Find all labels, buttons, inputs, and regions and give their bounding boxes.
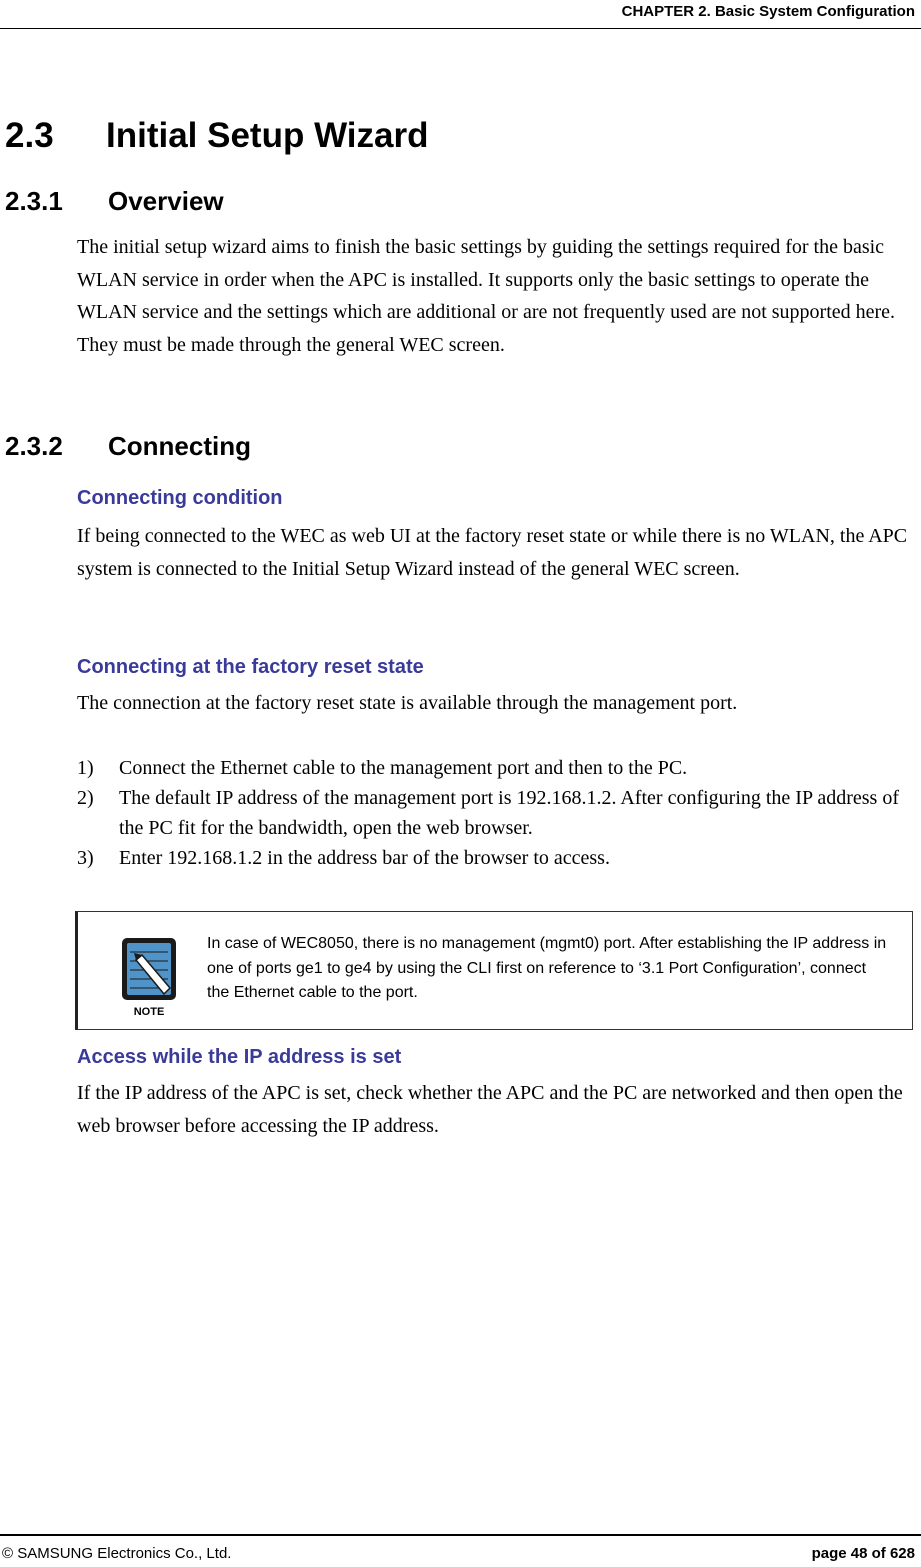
copyright: © SAMSUNG Electronics Co., Ltd. [2, 1545, 232, 1562]
ip-set-heading: Access while the IP address is set [77, 1046, 402, 1068]
step-marker: 3) [77, 847, 94, 869]
note-box [75, 911, 913, 1030]
step-marker: 2) [77, 787, 94, 809]
step-text: The default IP address of the management port is 192.168.1.2. After configuring the IP address of the PC fit for the bandwidth, open the web browser. [119, 787, 899, 839]
step-marker: 1) [77, 757, 94, 779]
chapter-title: CHAPTER 2. Basic System Configuration [621, 3, 915, 20]
condition-heading: Connecting condition [77, 487, 283, 509]
ip-set-paragraph: If the IP address of the APC is set, check whether the APC and the PC are networked and then open the web browser before accessing the IP address. [77, 1082, 903, 1137]
list-item [77, 843, 917, 873]
page-header [0, 0, 921, 29]
steps-list [77, 753, 917, 873]
list-item [77, 753, 917, 783]
step-text: Enter 192.168.1.2 in the address bar of the browser to access. [119, 847, 610, 869]
factory-reset-heading: Connecting at the factory reset state [77, 656, 424, 678]
overview-heading [5, 185, 224, 217]
list-item [77, 783, 917, 843]
section-title: Initial Setup Wizard [106, 116, 429, 155]
connecting-number: 2.3.2 [5, 431, 63, 461]
note-icon [120, 936, 178, 1018]
page-footer [0, 1534, 921, 1567]
factory-reset-paragraph: The connection at the factory reset state is available through the management port. [77, 692, 738, 714]
page-number: page 48 of 628 [811, 1545, 915, 1562]
condition-paragraph: If being connected to the WEC as web UI at the factory reset state or while there is no WLAN, the APC system is connected to the Initial Setup Wizard instead of the general WEC screen. [77, 525, 908, 580]
step-text: Connect the Ethernet cable to the management port and then to the PC. [119, 757, 688, 779]
connecting-heading [5, 430, 251, 462]
note-text: In case of WEC8050, there is no management (mgmt0) port. After establishing the IP address in one of ports ge1 to ge4 by using the CLI first on reference to ‘3.1 Port Configuration’, connect the Ethernet cable to the port. [207, 935, 887, 1001]
note-icon-label: NOTE [133, 1006, 165, 1018]
overview-number: 2.3.1 [5, 186, 63, 216]
section-number: 2.3 [5, 116, 54, 155]
overview-paragraph: The initial setup wizard aims to finish the basic settings by guiding the settings required for the basic WLAN service in order when the APC is installed. It supports only the basic settings to operate the WLAN service and the settings which are additional or are not frequently used are not supported here. They must be made through the general WEC screen. [77, 236, 896, 356]
connecting-title: Connecting [108, 431, 251, 461]
section-heading [5, 114, 429, 158]
overview-title: Overview [108, 186, 224, 216]
